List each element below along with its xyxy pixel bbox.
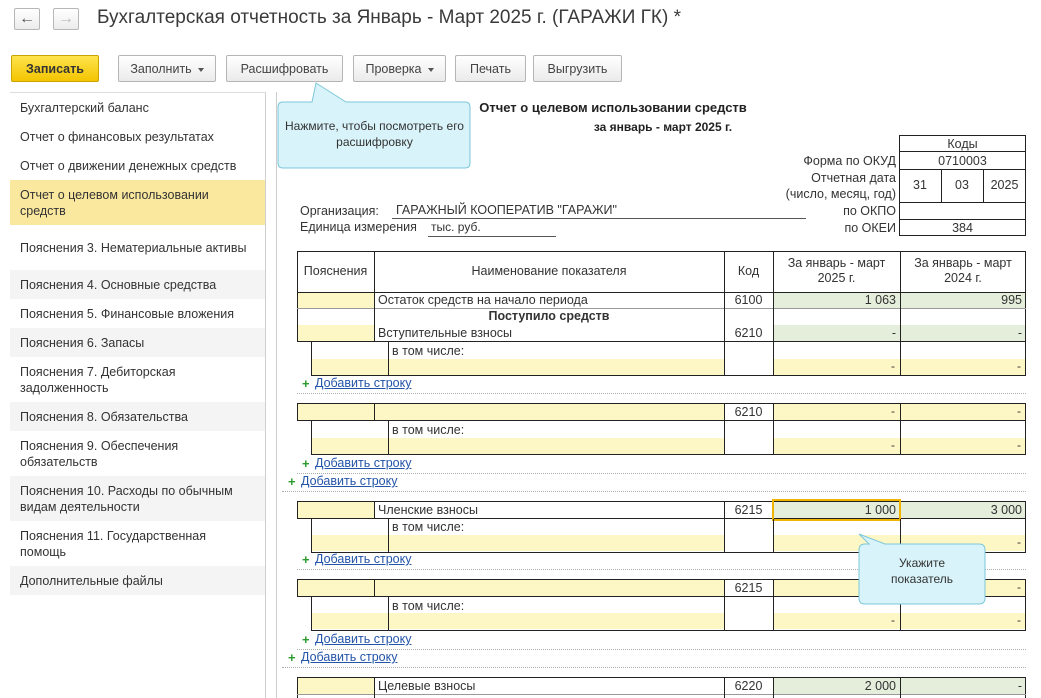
notes-cell[interactable] (298, 580, 374, 596)
value-cell[interactable] (774, 404, 900, 420)
plus-icon: + (302, 376, 310, 391)
sidebar-item-notes-7[interactable]: Пояснения 7. Дебиторская задолженность (20, 364, 176, 395)
col-divider (900, 403, 901, 421)
plus-icon: + (302, 456, 310, 471)
col-divider (374, 579, 375, 597)
value-cell[interactable] (774, 359, 900, 375)
header-current-1: За январь - март (787, 256, 886, 270)
col-divider (374, 403, 375, 421)
including-label: в том числе: (392, 423, 465, 437)
add-row-link[interactable]: Добавить строку (315, 456, 412, 470)
row-divider (311, 630, 1026, 631)
sidebar-item-cash-flow[interactable]: Отчет о движении денежных средств (20, 158, 237, 173)
name-cell[interactable] (389, 359, 724, 375)
selected-cell-frame (772, 499, 901, 521)
okei-label: по ОКЕИ (844, 221, 896, 235)
col-divider (773, 579, 774, 597)
dash: - (1017, 404, 1021, 418)
notes-cell[interactable] (298, 678, 374, 694)
chevron-down-icon (428, 68, 434, 72)
date-day[interactable]: 31 (913, 178, 927, 192)
dotted-divider (297, 473, 1026, 474)
col-divider (1025, 519, 1026, 553)
print-button[interactable]: Печать (455, 55, 526, 82)
unit-label: Единица измерения (300, 220, 417, 234)
sidebar-item-financial-results[interactable]: Отчет о финансовых результатах (20, 129, 214, 144)
sidebar-item-notes-11[interactable]: Пояснения 11. Государственная помощь (20, 528, 206, 559)
row-member-name: Членские взносы (378, 503, 478, 517)
dash: - (891, 613, 895, 627)
notes-cell[interactable] (312, 359, 388, 375)
chevron-down-icon (198, 68, 204, 72)
decode-tooltip-text: Нажмите, чтобы посмотреть его расшифровку (285, 119, 464, 149)
add-row-link[interactable]: Добавить строку (315, 376, 412, 390)
row-member-code: 6215 (734, 503, 763, 517)
row-member-current[interactable]: 1 000 (864, 503, 896, 517)
value-cell[interactable] (774, 613, 900, 629)
org-label: Организация: (300, 204, 379, 218)
row-target-previous[interactable]: - (1017, 679, 1022, 693)
including-label: в том числе: (392, 344, 465, 358)
fill-label: Заполнить (130, 61, 192, 76)
org-underline (392, 218, 806, 219)
col-divider (374, 501, 375, 519)
fill-button[interactable] (118, 55, 216, 82)
dotted-divider (282, 491, 1026, 492)
dash: - (891, 359, 895, 373)
col-divider (1025, 597, 1026, 631)
dash: - (1017, 359, 1021, 373)
row-member-previous[interactable]: 3 000 (990, 503, 1022, 517)
window-title: Бухгалтерская отчетность за Январь - Март 2025 г. (ГАРАЖИ ГК) * (97, 7, 681, 28)
code-6215: 6215 (734, 581, 763, 595)
org-value[interactable]: ГАРАЖНЫЙ КООПЕРАТИВ "ГАРАЖИ" (396, 203, 617, 217)
col-divider (724, 597, 725, 631)
row-divider (311, 454, 1026, 455)
save-button[interactable]: Записать (11, 55, 99, 82)
col-divider (724, 421, 725, 455)
header-current-2: 2025 г. (817, 271, 856, 285)
row-entrance-name: Вступительные взносы (378, 326, 513, 340)
sidebar-item-notes-4[interactable]: Пояснения 4. Основные средства (10, 270, 265, 299)
decode-button[interactable]: Расшифровать (226, 55, 343, 82)
dotted-divider (297, 393, 1026, 394)
indicator-tooltip (859, 544, 985, 603)
name-cell[interactable] (389, 438, 724, 454)
row-opening-previous[interactable]: 995 (1001, 293, 1022, 307)
row-entrance-code: 6210 (734, 326, 763, 340)
sidebar-item-notes-8[interactable]: Пояснения 8. Обязательства (10, 402, 265, 431)
header-code: Код (737, 264, 760, 278)
arrow-right-icon: → (58, 10, 74, 27)
check-label: Проверка (365, 61, 422, 76)
export-button[interactable]: Выгрузить (533, 55, 622, 82)
arrow-left-icon: ← (19, 10, 35, 27)
sidebar-item-notes-9[interactable]: Пояснения 9. Обеспечения обязательств (20, 438, 179, 469)
dotted-divider (297, 649, 1026, 650)
okud-label: Форма по ОКУД (803, 154, 896, 168)
header-notes: Пояснения (303, 264, 368, 278)
codes-divider (899, 169, 1026, 170)
date-month[interactable]: 03 (955, 178, 969, 192)
notes-cell[interactable] (298, 293, 374, 308)
col-divider (773, 403, 774, 421)
sidebar (10, 92, 266, 698)
okei-value: 384 (952, 221, 973, 235)
row-opening-name: Остаток средств на начало периода (378, 293, 588, 307)
plus-icon: + (288, 474, 296, 489)
forward-button[interactable] (53, 8, 79, 30)
sidebar-item-notes-10[interactable]: Пояснения 10. Расходы по обычным видам деятельности (10, 476, 265, 521)
value-cell[interactable] (901, 438, 1025, 454)
content-border (276, 92, 277, 698)
unit-underline (428, 236, 556, 237)
plus-icon: + (302, 552, 310, 567)
row-opening-current[interactable]: 1 063 (864, 293, 896, 307)
value-cell[interactable] (774, 438, 900, 454)
name-cell[interactable] (389, 535, 724, 551)
indicator-tooltip-text: Укажите показатель (890, 556, 954, 586)
dash: - (1017, 535, 1021, 549)
add-row-link[interactable]: Добавить строку (301, 474, 398, 488)
row-divider (297, 694, 1026, 695)
code-6210: 6210 (734, 405, 763, 419)
dash: - (891, 438, 895, 452)
name-cell[interactable] (375, 404, 724, 420)
dash: - (1017, 613, 1021, 627)
plus-icon: + (288, 650, 296, 665)
notes-cell[interactable] (312, 613, 388, 629)
okpo-label: по ОКПО (843, 204, 896, 218)
codes-header: Коды (947, 137, 978, 151)
date-label-2: (число, месяц, год) (785, 187, 896, 201)
add-row-link[interactable]: Добавить строку (315, 632, 412, 646)
row-opening-code: 6100 (734, 293, 763, 307)
header-previous-1: За январь - март (914, 256, 1012, 270)
including-label: в том числе: (392, 599, 465, 613)
report-title: Отчет о целевом использовании средств (479, 100, 747, 115)
plus-icon: + (302, 632, 310, 647)
row-target-current[interactable]: 2 000 (864, 679, 896, 693)
codes-divider (899, 151, 1026, 152)
add-row-link[interactable]: Добавить строку (301, 650, 398, 664)
dash: - (891, 404, 895, 418)
notes-cell[interactable] (312, 535, 388, 551)
okud-value: 0710003 (938, 154, 987, 168)
value-cell[interactable] (901, 359, 1025, 375)
sidebar-item-notes-5[interactable]: Пояснения 5. Финансовые вложения (20, 306, 235, 321)
notes-cell[interactable] (298, 325, 374, 341)
dash: - (1017, 580, 1021, 594)
value-cell[interactable] (901, 404, 1025, 420)
decode-tooltip (279, 103, 470, 167)
date-year[interactable]: 2025 (990, 178, 1019, 192)
name-cell[interactable] (389, 613, 724, 629)
col-divider (724, 519, 725, 553)
codes-divider (899, 219, 1026, 220)
col-divider (374, 677, 375, 698)
date-label-1: Отчетная дата (811, 171, 896, 185)
report-period: за январь - март 2025 г. (593, 120, 733, 134)
row-entrance-previous[interactable]: - (1017, 326, 1022, 340)
col-divider (724, 342, 725, 376)
codes-divider (899, 202, 1026, 203)
sidebar-item-notes-6[interactable]: Пояснения 6. Запасы (10, 328, 265, 357)
add-row-link[interactable]: Добавить строку (315, 552, 412, 566)
section-received: Поступило средств (488, 309, 610, 323)
header-name: Наименование показателя (471, 264, 627, 278)
including-label: в том числе: (392, 520, 465, 534)
back-button[interactable] (14, 8, 40, 30)
check-button[interactable] (353, 55, 446, 82)
notes-cell[interactable] (298, 502, 374, 518)
row-entrance-current[interactable]: - (891, 326, 896, 340)
col-divider (1025, 342, 1026, 376)
row-divider (311, 375, 1026, 376)
row-target-name: Целевые взносы (378, 679, 476, 693)
dotted-divider (282, 667, 1026, 668)
name-cell[interactable] (375, 580, 724, 596)
notes-cell[interactable] (298, 404, 374, 420)
sidebar-item-balance[interactable]: Бухгалтерский баланс (20, 100, 149, 115)
unit-value[interactable]: тыс. руб. (431, 220, 481, 234)
value-cell[interactable] (901, 613, 1025, 629)
notes-cell[interactable] (312, 438, 388, 454)
sidebar-item-target-use[interactable]: Отчет о целевом использовании средств (10, 180, 265, 225)
header-previous-2: 2024 г. (944, 271, 982, 285)
row-target-code: 6220 (734, 679, 763, 693)
col-divider (1025, 421, 1026, 455)
dash: - (1017, 438, 1021, 452)
sidebar-item-notes-3[interactable]: Пояснения 3. Нематериальные активы (20, 240, 247, 255)
sidebar-item-additional-files[interactable]: Дополнительные файлы (10, 566, 265, 595)
